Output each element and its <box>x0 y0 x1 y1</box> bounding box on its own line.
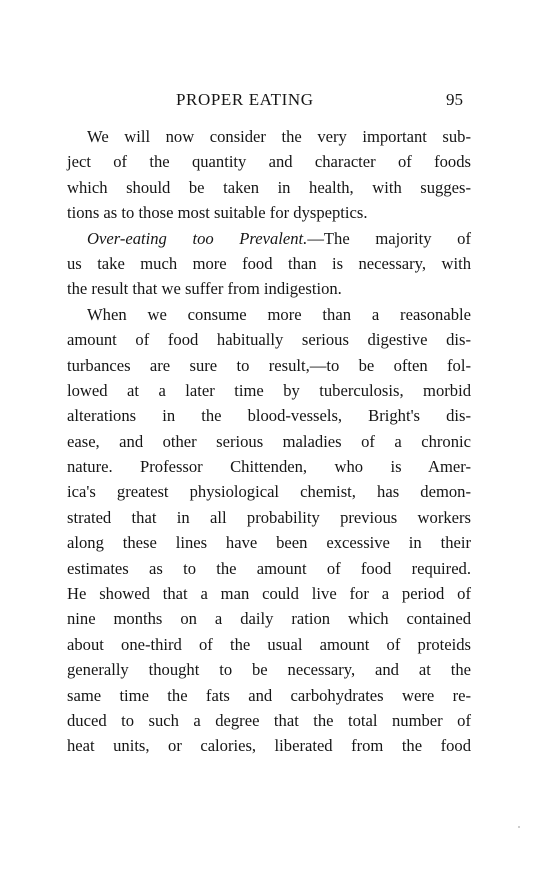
text-line <box>67 226 471 251</box>
line-text: duced to such a degree that the total number of <box>67 710 471 730</box>
line-text: amount of food habitually serious digestive dis- <box>67 330 471 350</box>
line-text: —The majority of <box>307 228 471 248</box>
text-line <box>67 327 471 352</box>
text-line <box>67 657 471 682</box>
line-text: the result that we suffer from indigestion. <box>67 279 342 299</box>
text-line <box>67 683 471 708</box>
running-title: PROPER EATING <box>176 90 314 109</box>
text-line <box>67 530 471 555</box>
line-text: ject of the quantity and character of foods <box>67 152 471 172</box>
text-line <box>67 200 471 225</box>
text-line <box>67 378 471 403</box>
line-text: ease, and other serious maladies of a chronic <box>67 431 471 451</box>
line-text: about one-third of the usual amount of proteids <box>67 634 471 654</box>
line-text: When we consume more than a reasonable <box>87 304 471 324</box>
line-text: estimates as to the amount of food required. <box>67 558 471 578</box>
line-text: nature. Professor Chittenden, who is Amer- <box>67 457 471 477</box>
line-text: generally thought to be necessary, and at the <box>67 660 471 680</box>
text-line <box>67 479 471 504</box>
text-line <box>67 733 471 758</box>
text-line <box>67 175 471 200</box>
line-text: lowed at a later time by tuberculosis, morbid <box>67 380 471 400</box>
line-text: tions as to those most suitable for dyspeptics. <box>67 203 368 223</box>
running-head <box>0 90 544 114</box>
text-line <box>67 403 471 428</box>
text-line <box>67 708 471 733</box>
text-line <box>67 429 471 454</box>
text-line <box>67 454 471 479</box>
line-text: ica's greatest physiological chemist, has demon- <box>67 482 471 502</box>
line-text: nine months on a daily ration which contained <box>67 609 471 629</box>
text-line <box>67 124 471 149</box>
text-line <box>67 556 471 581</box>
text-line <box>67 606 471 631</box>
line-text: heat units, or calories, liberated from the food <box>67 736 471 756</box>
text-line <box>67 251 471 276</box>
line-text: turbances are sure to result,—to be often fol- <box>67 355 471 375</box>
line-text: We will now consider the very important sub- <box>87 127 471 146</box>
text-line <box>67 302 471 327</box>
page-number: 95 <box>446 90 463 109</box>
text-line <box>67 632 471 657</box>
text-line <box>67 581 471 606</box>
text-line <box>67 276 471 301</box>
text-line <box>67 505 471 530</box>
line-text: He showed that a man could live for a period of <box>67 584 471 604</box>
line-text: along these lines have been excessive in their <box>67 533 471 553</box>
line-text: strated that in all probability previous workers <box>67 507 471 527</box>
text-line <box>67 353 471 378</box>
text-line <box>67 149 471 174</box>
line-text: us take much more food than is necessary, with <box>67 253 471 273</box>
section-heading: Over-eating too Prevalent. <box>87 228 308 248</box>
line-text: which should be taken in health, with sugges- <box>67 177 471 197</box>
line-text: same time the fats and carbohydrates were re- <box>67 685 471 705</box>
body-text <box>67 124 471 759</box>
line-text: alterations in the blood-vessels, Bright's dis- <box>67 406 471 426</box>
paper-speck <box>518 826 520 828</box>
